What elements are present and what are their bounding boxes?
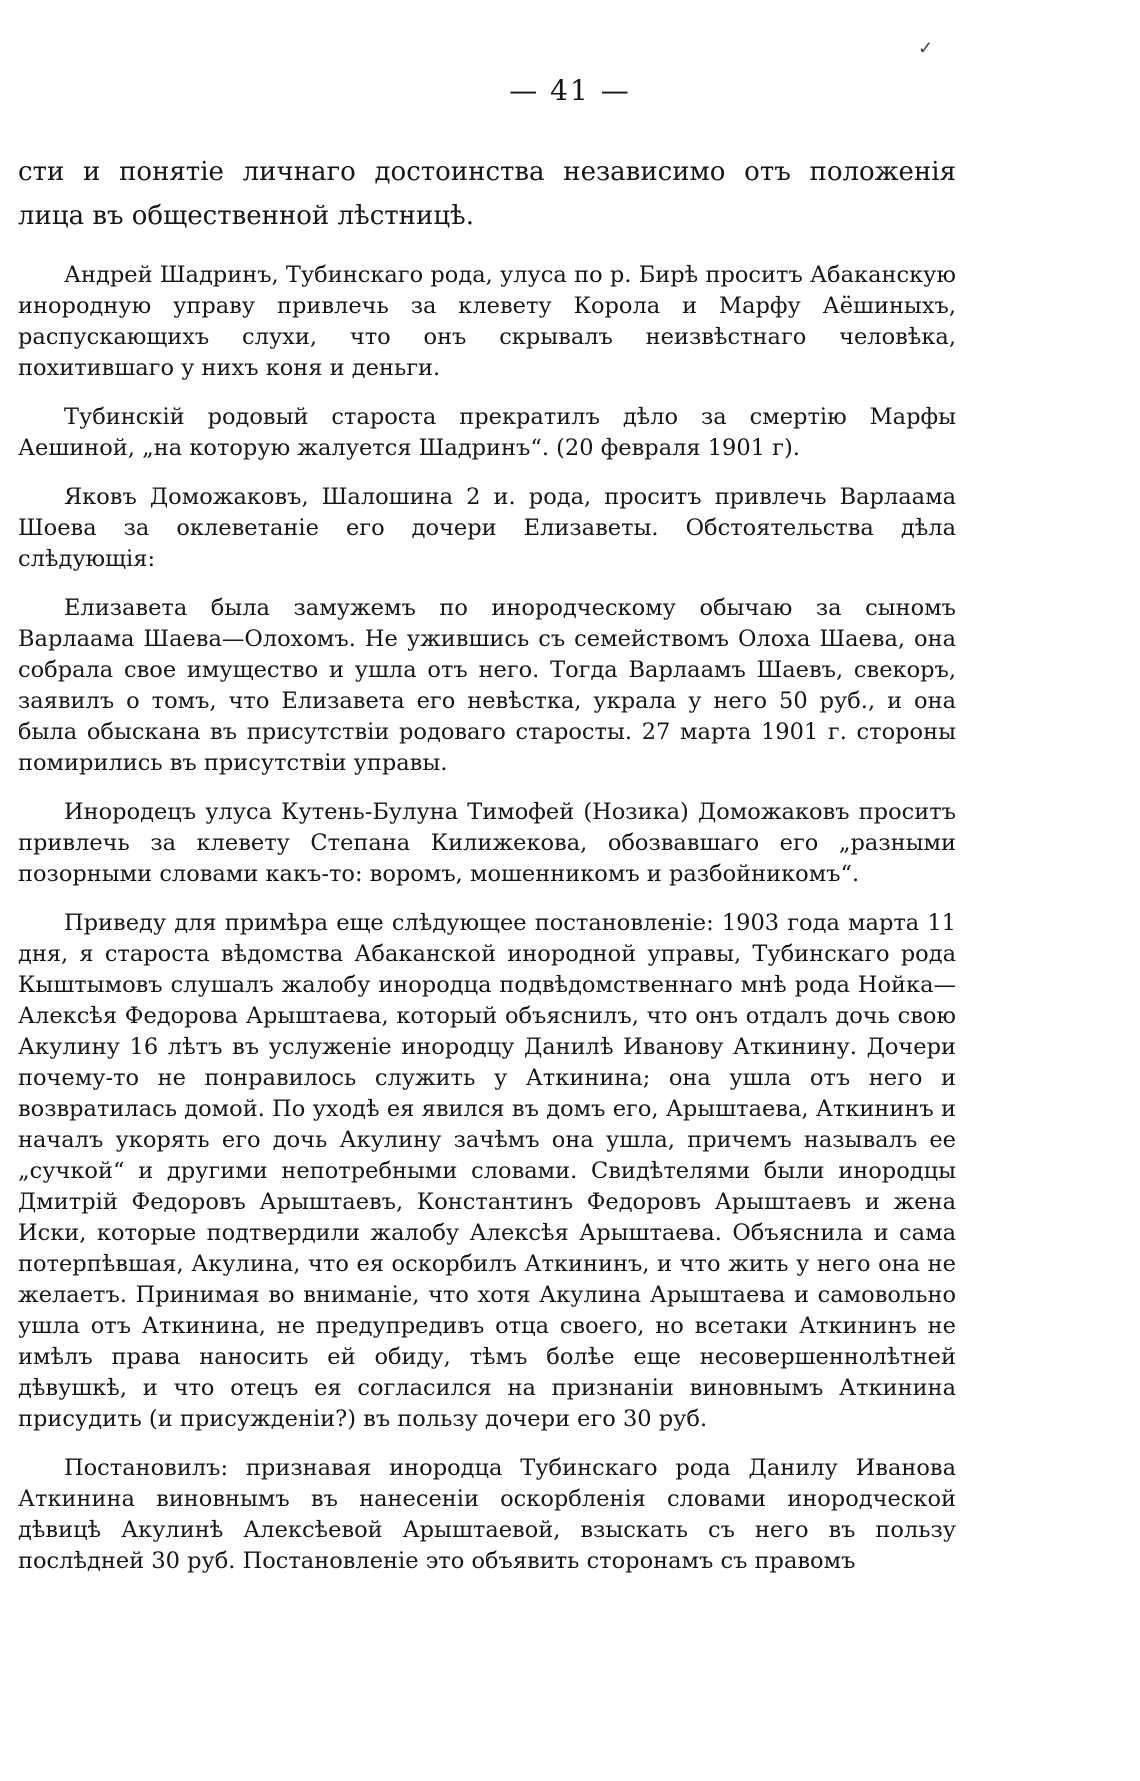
paragraph: Тубинскій родовый староста прекратилъ дѣло за смертію Марфы Аешиной, „на которую жалуется Шадринъ“. (20 февраля 1901 г). xyxy=(18,404,956,461)
page-number: — 41 — xyxy=(509,74,631,107)
paragraph: Андрей Шадринъ, Тубинскаго рода, улуса по р. Бирѣ проситъ Абаканскую инородную управу привлечь за клевету Королa и Марфу Аёшиныхъ, распускающихъ слухи, что онъ скрывалъ неизвѣстнаго человѣка, похитившаго у нихъ коня и деньги. xyxy=(18,262,956,381)
pencil-tick-mark: ✓ xyxy=(918,38,934,59)
body-text xyxy=(18,150,956,1595)
paragraph: Инородецъ улуса Кутень-Булуна Тимофей (Нозика) Доможаковъ проситъ привлечь за клевету Степана Килижекова, обозвавшаго его „разными позорными словами какъ-то: воромъ, мошенникомъ и разбойникомъ“. xyxy=(18,799,956,887)
paragraph-continuation: сти и понятіе личнаго достоинства независимо отъ положенія лица въ общественной лѣстницѣ. xyxy=(18,157,956,231)
paragraph: Постановилъ: признавая инородца Тубинскаго рода Данилу Иванова Аткинина виновнымъ въ нанесеніи оскорбленія словами инородческой дѣвицѣ Акулинѣ Алексѣевой Арыштаевой, взыскать съ него въ пользу послѣдней 30 руб. Постановленіе это объявить сторонамъ съ правомъ xyxy=(18,1455,956,1574)
paragraph: Яковъ Доможаковъ, Шалошина 2 и. рода, проситъ привлечь Варлаама Шоева за оклеветаніе его дочери Елизаветы. Обстоятельства дѣла слѣдующія: xyxy=(18,484,956,572)
paragraph: Елизавета была замужемъ по инородческому обычаю за сыномъ Варлаама Шаева—Олохомъ. Не ужившись съ семействомъ Олоха Шаева, она собрала свое имущество и ушла отъ него. Тогда Варлаамъ Шаевъ, свекоръ, заявилъ о томъ, что Елизавета его невѣстка, украла у него 50 руб., и она была обыскана въ присутствіи родоваго старосты. 27 марта 1901 г. стороны помирились въ присутствіи управы. xyxy=(18,595,956,776)
paragraph: Приведу для примѣра еще слѣдующее постановленіе: 1903 года марта 11 дня, я староста вѣдомства Абаканской инородной управы, Тубинскаго рода Кыштымовъ слушалъ жалобу инородца подвѣдомственнаго мнѣ рода Нойка—Алексѣя Федорова Арыштаева, который объяснилъ, что онъ отдалъ дочь свою Акулину 16 лѣтъ въ услуженіе инородцу Данилѣ Иванову Аткинину. Дочери почему-то не понравилось служить у Аткинина; она ушла отъ него и возвратилась домой. По уходѣ ея явился въ домъ его, Арыштаева, Аткининъ и началъ укорять его дочь Акулину зачѣмъ она ушла, причемъ называлъ ее „сучкой“ и другими непотребными словами. Свидѣтелями были инородцы Дмитрій Федоровъ Арыштаевъ, Константинъ Федоровъ Арыштаевъ и жена Иски, которые подтвердили жалобу Алексѣя Арыштаева. Объяснила и сама потерпѣвшая, Акулина, что ея оскорбилъ Аткининъ, и что жить у него она не желаетъ. Принимая во вниманіе, что хотя Акулина Арыштаева и самовольно ушла отъ Аткинина, не предупредивъ отца своего, но всетаки Аткининъ не имѣлъ права наносить ей обиду, тѣмъ болѣе еще несовершеннолѣтней дѣвушкѣ, и что отецъ ея согласился на признаніи виновнымъ Аткинина присудить (и присужденіи?) въ пользу дочери его 30 руб. xyxy=(18,910,956,1432)
